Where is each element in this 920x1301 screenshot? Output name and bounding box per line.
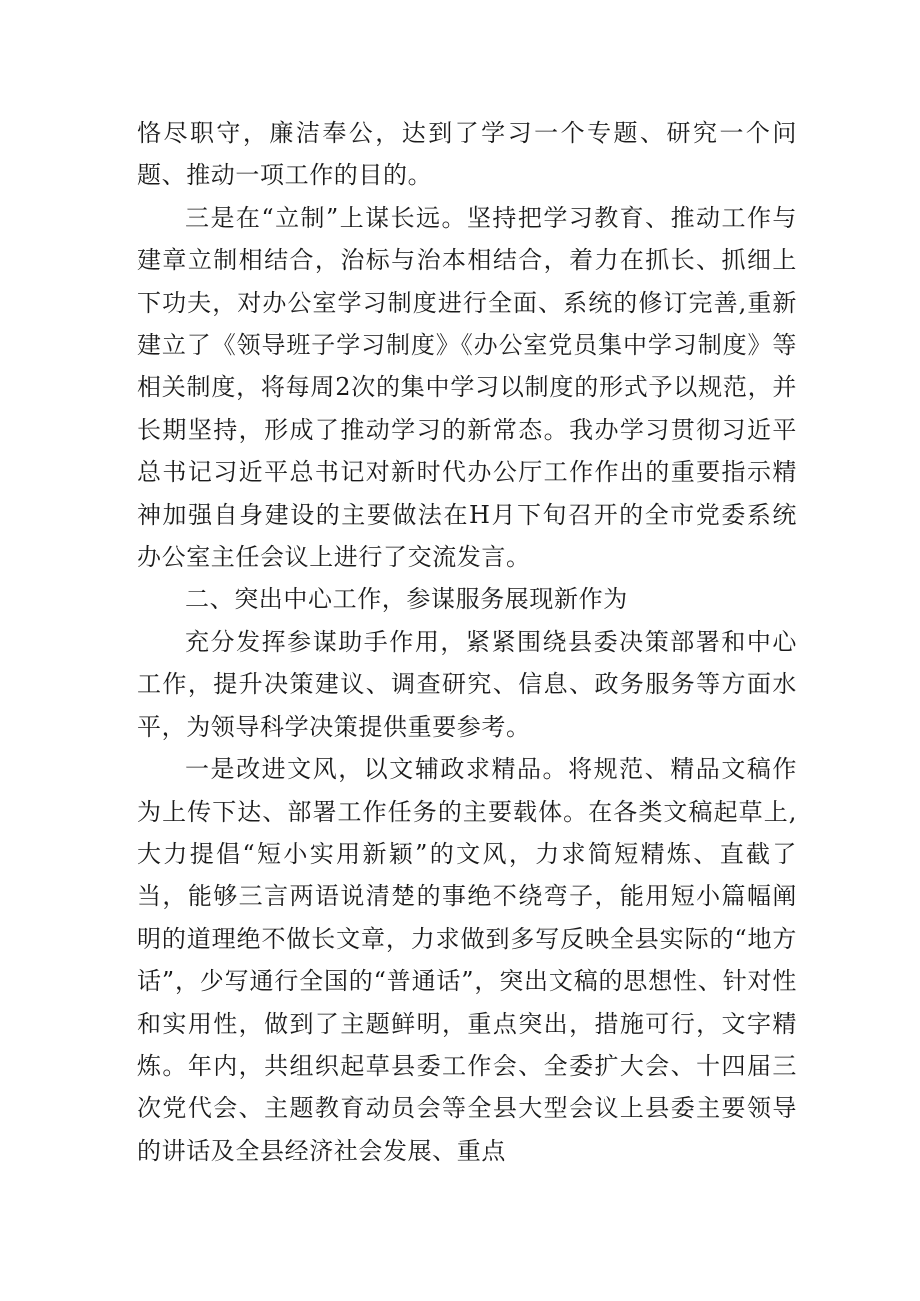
paragraph-advisory-role: 充分发挥参谋助手作用，紧紧围绕县委决策部署和中心工作，提升决策建议、调查研究、信息、政务服务等方面水平，为领导科学决策提供重要参考。 — [137, 627, 797, 741]
paragraph-establish-rules: 三是在“立制”上谋长远。坚持把学习教育、推动工作与建章立制相结合，治标与治本相结合，着力在抓长、抓细上下功夫，对办公室学习制度进行全面、系统的修订完善,重新建立了《领导班子学习制度》《办公室党员集中学习制度》等相关制度，将每周2次的集中学习以制度的形式予以规范，并长期坚持，形成了推动学习的新常态。我办学习贯彻习近平总书记习近平总书记对新时代办公厅工作作出的重要指示精神加强自身建设的主要做法在H月下旬召开的全市党委系统办公室主任会议上进行了交流发言。 — [137, 203, 797, 572]
document-body — [137, 112, 797, 1172]
section-heading: 二、突出中心工作，参谋服务展现新作为 — [185, 585, 628, 614]
paragraph-continuation: 恪尽职守，廉洁奉公，达到了学习一个专题、研究一个问题、推动一项工作的目的。 — [137, 119, 797, 190]
paragraph-writing-style: 一是改进文风，以文辅政求精品。将规范、精品文稿作为上传下达、部署工作任务的主要载体。在各类文稿起草上,大力提倡“短小实用新颖”的文风，力求简短精炼、直截了当，能够三言两语说清楚的事绝不绕弯子，能用短小篇幅阐明的道理绝不做长文章，力求做到多写反映全县实际的“地方话”，少写通行全国的“普通话”，突出文稿的思想性、针对性和实用性，做到了主题鲜明，重点突出，措施可行，文字精炼。年内，共组织起草县委工作会、全委扩大会、十四届三次党代会、主题教育动员会等全县大型会议上县委主要领导的讲话及全县经济社会发展、重点 — [137, 755, 797, 1165]
